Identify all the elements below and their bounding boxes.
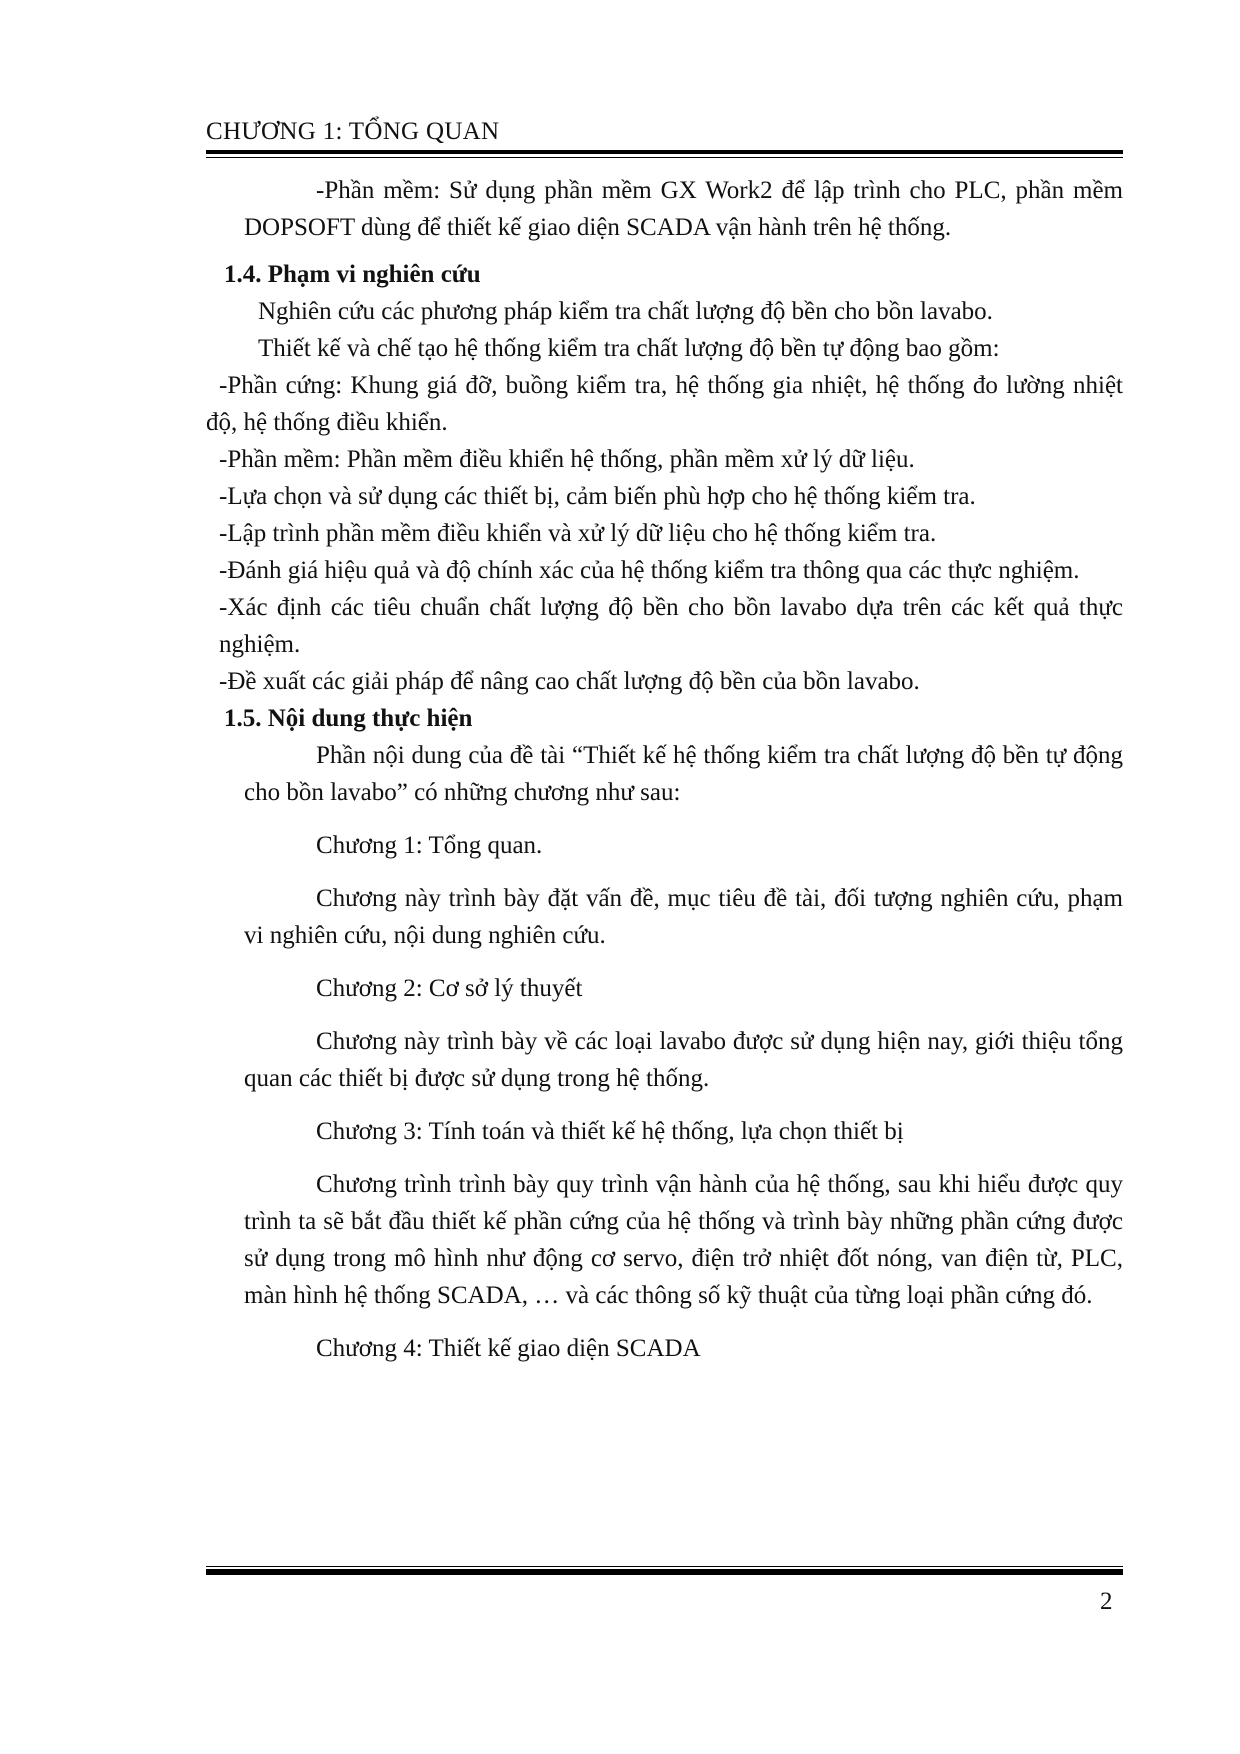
- scope-item: -Lập trình phần mềm điều khiển và xử lý dữ liệu cho hệ thống kiểm tra.: [219, 520, 937, 547]
- section-heading-1-5: 1.5. Nội dung thực hiện: [224, 705, 473, 732]
- section-heading-1-4: 1.4. Phạm vi nghiên cứu: [224, 261, 481, 288]
- chapter-header: CHƯƠNG 1: TỔNG QUAN: [206, 118, 500, 145]
- scope-item: -Đánh giá hiệu quả và độ chính xác của hệ thống kiểm tra thông qua các thực nghiệm.: [219, 557, 1080, 584]
- footer-divider: [206, 1569, 1123, 1575]
- scope-item: -Đề xuất các giải pháp để nâng cao chất lượng độ bền của bồn lavabo.: [219, 668, 920, 695]
- page-content: [206, 172, 1123, 1367]
- chapter-4-title: Chương 4: Thiết kế giao diện SCADA: [316, 1335, 701, 1362]
- footer-divider-thin: [206, 1566, 1123, 1567]
- chapter-1-title: Chương 1: Tổng quan.: [316, 832, 543, 859]
- chapter-2-title: Chương 2: Cơ sở lý thuyết: [316, 975, 583, 1002]
- header-divider: [206, 150, 1123, 154]
- scope-paragraph-2: Thiết kế và chế tạo hệ thống kiểm tra chất lượng độ bền tự động bao gồm:: [258, 335, 1000, 362]
- scope-paragraph-1: Nghiên cứu các phương pháp kiểm tra chất lượng độ bền cho bồn lavabo.: [258, 298, 993, 325]
- chapter-3-description: Chương trình trình bày quy trình vận hành của hệ thống, sau khi hiểu được quy trình ta sẽ bắt đầu thiết kế phần cứng của hệ thống và trình bày những phần cứng được sử dụng trong mô hình như động cơ servo, điện trở nhiệt đốt nóng, van điện từ, PLC, màn hình hệ thống SCADA, … và các thông số kỹ thuật của từng loại phần cứng đó.: [244, 1171, 1123, 1309]
- scope-item: -Phần mềm: Phần mềm điều khiển hệ thống, phần mềm xử lý dữ liệu.: [219, 446, 915, 473]
- chapter-3-title: Chương 3: Tính toán và thiết kế hệ thống, lựa chọn thiết bị: [316, 1118, 904, 1145]
- software-paragraph: -Phần mềm: Sử dụng phần mềm GX Work2 để lập trình cho PLC, phần mềm DOPSOFT dùng để thiết kế giao diện SCADA vận hành trên hệ thống.: [244, 177, 1123, 241]
- scope-item: -Lựa chọn và sử dụng các thiết bị, cảm biến phù hợp cho hệ thống kiểm tra.: [219, 483, 976, 510]
- page-number: 2: [1100, 1588, 1113, 1615]
- content-intro: Phần nội dung của đề tài “Thiết kế hệ thống kiểm tra chất lượng độ bền tự động cho bồn lavabo” có những chương như sau:: [244, 742, 1123, 806]
- scope-item: -Phần cứng: Khung giá đỡ, buồng kiểm tra, hệ thống gia nhiệt, hệ thống đo lường nhiệt độ, hệ thống điều khiển.: [206, 372, 1123, 436]
- chapter-2-description: Chương này trình bày về các loại lavabo được sử dụng hiện nay, giới thiệu tổng quan các thiết bị được sử dụng trong hệ thống.: [244, 1028, 1123, 1092]
- header-divider-thin: [206, 157, 1123, 158]
- scope-item: -Xác định các tiêu chuẩn chất lượng độ bền cho bồn lavabo dựa trên các kết quả thực nghiệm.: [219, 594, 1123, 658]
- chapter-1-description: Chương này trình bày đặt vấn đề, mục tiêu đề tài, đối tượng nghiên cứu, phạm vi nghiên cứu, nội dung nghiên cứu.: [244, 885, 1123, 949]
